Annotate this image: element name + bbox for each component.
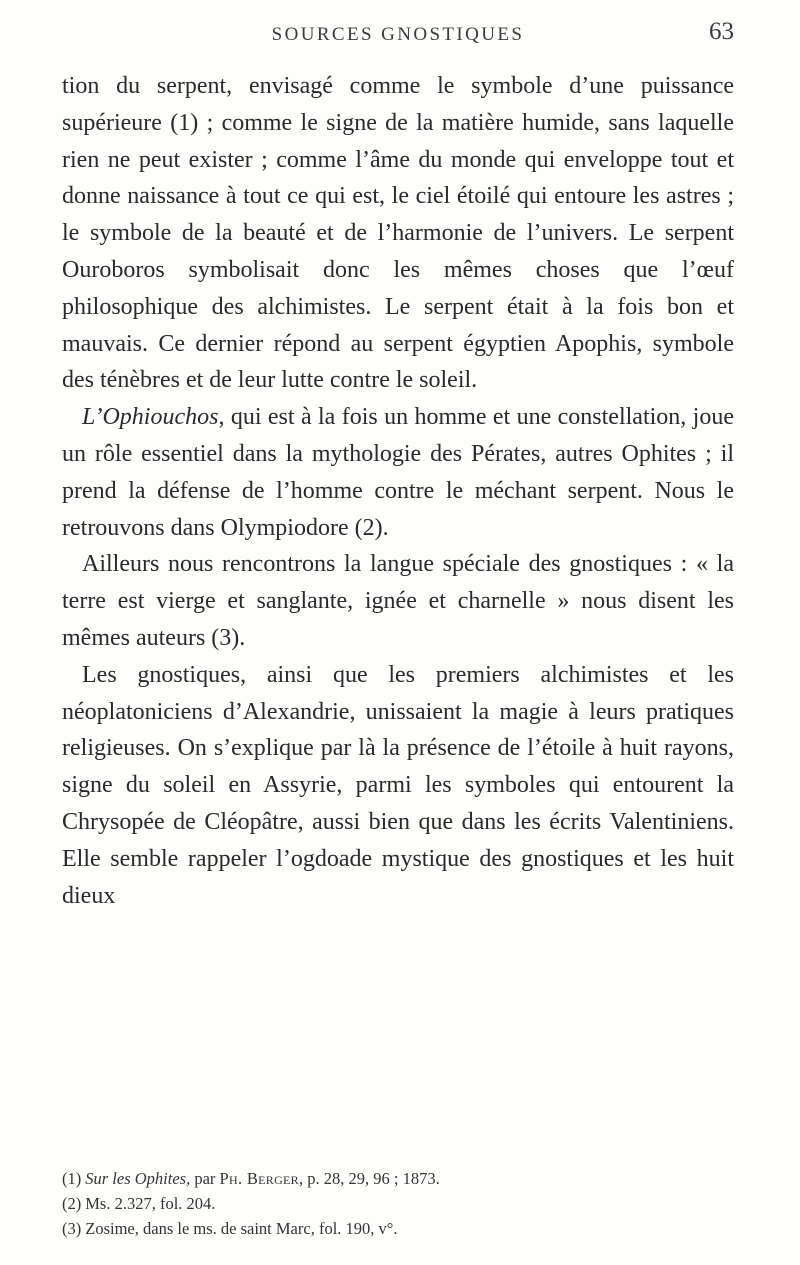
page-number: 63 xyxy=(709,18,734,45)
footnote-1-pre: par xyxy=(190,1169,220,1188)
footnote-2 xyxy=(62,1191,734,1216)
paragraph-1: tion du serpent, envisagé comme le symbole d’une puissance supérieure (1) ; comme le signe de la matière humide, sans laquelle rien ne peut exister ; comme l’âme du monde qui enveloppe tout et donne naissance à tout ce qui est, le ciel étoilé qui entoure les astres ; le symbole de la beauté et de l’harmonie de l’univers. Le serpent Ouroboros symbolisait donc les mêmes choses que l’œuf philosophique des alchimistes. Le serpent était à la fois bon et mauvais. Ce dernier répond au serpent égyptien Apophis, symbole des ténèbres et de leur lutte contre le soleil. xyxy=(62,73,734,394)
footnote-1 xyxy=(62,1166,734,1191)
running-title: SOURCES GNOSTIQUES xyxy=(271,24,525,45)
paragraph-2-text: , qui est à la fois un homme et une constellation, joue un rôle essentiel dans la mythologie des Pérates, autres Ophites ; il prend la défense de l’homme contre le méchant serpent. Nous le retrouvons dans Olympiodore (2). xyxy=(62,404,734,541)
footnote-2-text: Ms. 2.327, fol. 204. xyxy=(85,1194,216,1213)
paragraph-4: Les gnostiques, ainsi que les premiers alchimistes et les néoplatoniciens d’Alexandrie, unissaient la magie à leurs pratiques religieuses. On s’explique par là la présence de l’étoile à huit rayons, signe du soleil en Assyrie, parmi les symboles qui entourent la Chrysopée de Cléopâtre, aussi bien que dans les écrits Valentiniens. Elle semble rappeler l’ogdoade mystique des gnostiques et les huit dieux xyxy=(62,661,734,909)
footnote-1-title: Sur les Ophites, xyxy=(85,1169,191,1188)
footnote-1-mark: (1) xyxy=(62,1169,82,1188)
paragraph-2 xyxy=(62,399,734,546)
footnote-3 xyxy=(62,1216,734,1241)
footnote-1-post: , p. 28, 29, 96 ; 1873. xyxy=(298,1169,440,1188)
running-head xyxy=(62,12,734,52)
footnote-3-text: Zosime, dans le ms. de saint Marc, fol. 190, v°. xyxy=(85,1219,398,1238)
footnote-1-author: Ph. Berger xyxy=(219,1169,299,1188)
footnotes xyxy=(62,1166,734,1241)
footnote-3-mark: (3) xyxy=(62,1219,82,1238)
paragraph-3: Ailleurs nous rencontrons la langue spéciale des gnostiques : « la terre est vierge et sanglante, ignée et charnelle » nous disent les mêmes auteurs (3). xyxy=(62,551,734,651)
paragraph-2-italic-term: L’Ophiouchos xyxy=(82,404,219,431)
footnote-2-mark: (2) xyxy=(62,1194,82,1213)
body-text xyxy=(62,68,734,914)
